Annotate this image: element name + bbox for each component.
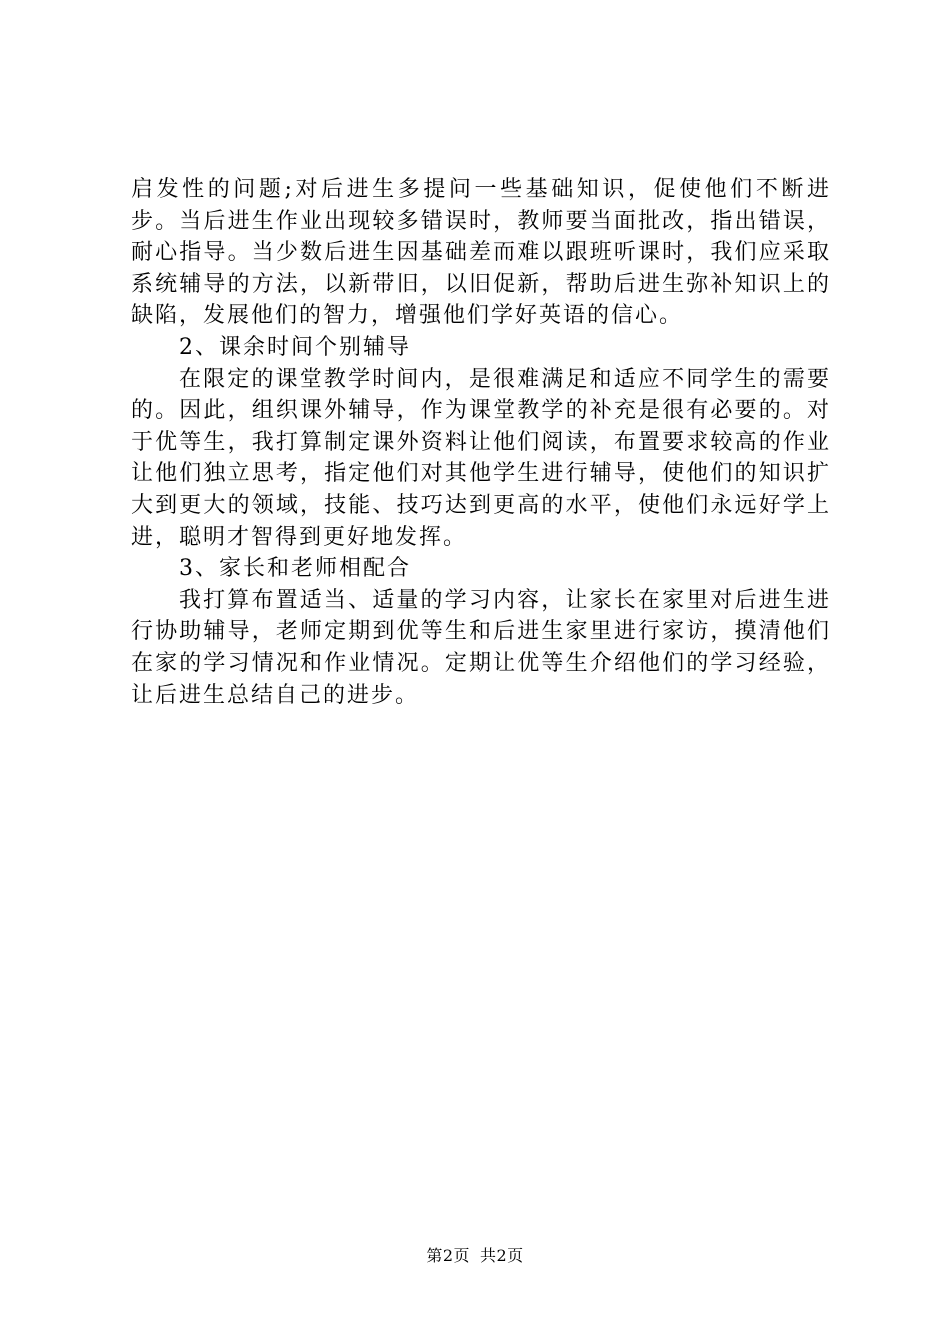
paragraph-continuation: 启发性的问题;对后进生多提问一些基础知识，促使他们不断进步。当后进生作业出现较多错误时，教师要当面批改，指出错误，耐心指导。当少数后进生因基础差而难以跟班听课时，我们应采取系统辅导的方法，以新带旧，以旧促新，帮助后进生弥补知识上的缺陷，发展他们的智力，增强他们学好英语的信心。 <box>131 177 831 329</box>
section-heading-3: 3、家长和老师相配合 <box>179 556 411 582</box>
page-total: 共2页 <box>480 1246 524 1265</box>
section-heading-2: 2、课余时间个别辅导 <box>179 334 411 360</box>
page-number: 第2页 <box>426 1246 470 1265</box>
document-body <box>131 174 831 711</box>
paragraph-parent-teacher: 我打算布置适当、适量的学习内容，让家长在家里对后进生进行协助辅导，老师定期到优等生和后进生家里进行家访，摸清他们在家的学习情况和作业情况。定期让优等生介绍他们的学习经验，让后进生总结自己的进步。 <box>131 587 831 708</box>
page-footer <box>0 1243 950 1266</box>
paragraph-after-class-tutoring: 在限定的课堂教学时间内，是很难满足和适应不同学生的需要的。因此，组织课外辅导，作为课堂教学的补充是很有必要的。对于优等生，我打算制定课外资料让他们阅读，布置要求较高的作业让他们独立思考，指定他们对其他学生进行辅导，使他们的知识扩大到更大的领域，技能、技巧达到更高的水平，使他们永远好学上进，聪明才智得到更好地发挥。 <box>131 366 831 550</box>
